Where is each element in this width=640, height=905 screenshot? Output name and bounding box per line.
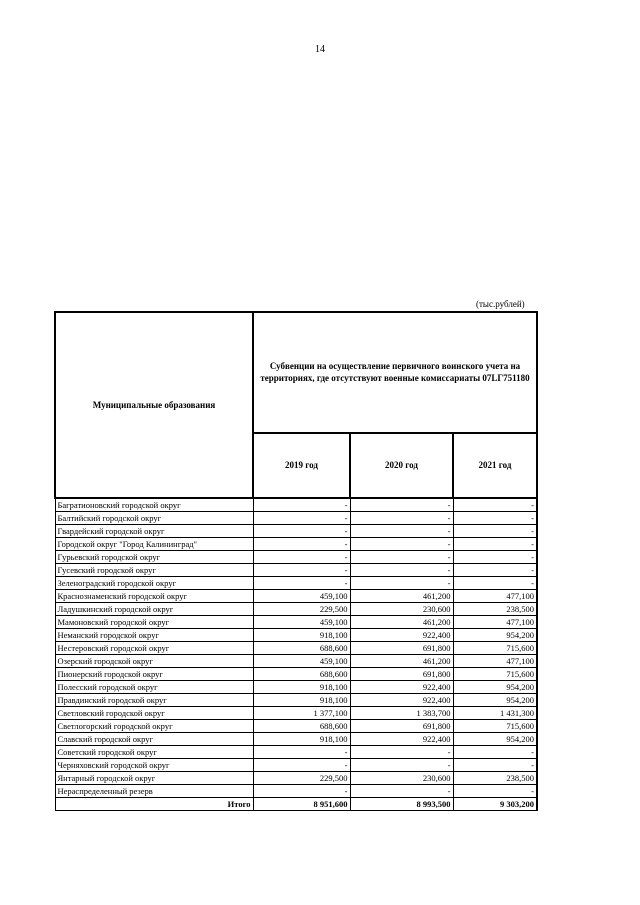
value-2021: - [453,577,537,590]
value-2019: 1 377,100 [253,707,350,720]
value-2019: 688,600 [253,720,350,733]
total-row [55,798,537,811]
municipality-name: Полесский городской округ [55,681,253,694]
value-2019: - [253,785,350,798]
table-row [55,603,537,616]
value-2021: 954,200 [453,681,537,694]
value-2021: - [453,746,537,759]
table-row [55,746,537,759]
value-2021: - [453,498,537,512]
municipality-name: Янтарный городской округ [55,772,253,785]
value-2021: - [453,551,537,564]
value-2021: 954,200 [453,629,537,642]
municipality-name: Гвардейский городской округ [55,525,253,538]
subsidy-table [54,311,538,811]
value-2020: - [350,512,453,525]
value-2021: 954,200 [453,733,537,746]
total-2021: 9 303,200 [453,798,537,811]
value-2020: - [350,538,453,551]
municipality-name: Светлогорский городской округ [55,720,253,733]
value-2021: - [453,564,537,577]
value-2020: - [350,785,453,798]
table-row [55,694,537,707]
table-row [55,642,537,655]
value-2021: 715,600 [453,720,537,733]
value-2020: 691,800 [350,642,453,655]
table-row [55,720,537,733]
table-row [55,707,537,720]
municipality-name: Советский городской округ [55,746,253,759]
municipality-name: Краснознаменский городской округ [55,590,253,603]
municipality-name: Гурьевский городской округ [55,551,253,564]
municipality-name: Черняховский городской округ [55,759,253,772]
value-2020: - [350,746,453,759]
value-2020: 922,400 [350,694,453,707]
value-2021: - [453,785,537,798]
value-2019: - [253,525,350,538]
table-row [55,616,537,629]
total-label: Итого [55,798,253,811]
value-2019: - [253,746,350,759]
municipality-name: Багратионовский городской округ [55,498,253,512]
header-subject: Субвенции на осуществление первичного воинского учета на территориях, где отсутствуют военные комиссариаты 07LГ751180 [253,312,537,433]
municipality-name: Неманский городской округ [55,629,253,642]
value-2020: 230,600 [350,772,453,785]
header-municipalities: Муниципальные образования [55,312,253,498]
municipality-name: Гусевский городской округ [55,564,253,577]
value-2019: - [253,512,350,525]
municipality-name: Правдинский городской округ [55,694,253,707]
value-2021: 715,600 [453,668,537,681]
municipality-name: Светловский городской округ [55,707,253,720]
value-2019: - [253,498,350,512]
value-2021: 1 431,300 [453,707,537,720]
value-2019: 688,600 [253,668,350,681]
value-2021: 954,200 [453,694,537,707]
table-row [55,498,537,512]
municipality-name: Озерский городской округ [55,655,253,668]
value-2019: - [253,759,350,772]
value-2020: - [350,759,453,772]
value-2019: 688,600 [253,642,350,655]
value-2019: - [253,564,350,577]
header-year-2019: 2019 год [253,433,350,498]
table-row [55,733,537,746]
value-2020: 1 383,700 [350,707,453,720]
value-2019: 229,500 [253,603,350,616]
value-2021: 477,100 [453,590,537,603]
table-row [55,759,537,772]
value-2019: 229,500 [253,772,350,785]
value-2019: 459,100 [253,655,350,668]
value-2020: - [350,564,453,577]
table-row [55,629,537,642]
total-2020: 8 993,500 [350,798,453,811]
table-row [55,564,537,577]
value-2019: - [253,538,350,551]
value-2019: 459,100 [253,616,350,629]
value-2021: - [453,759,537,772]
value-2020: 230,600 [350,603,453,616]
table-row [55,525,537,538]
table-row [55,590,537,603]
municipality-name: Нестеровский городской округ [55,642,253,655]
municipality-name: Мамоновский городской округ [55,616,253,629]
value-2020: 922,400 [350,629,453,642]
table-row [55,512,537,525]
value-2020: - [350,551,453,564]
value-2020: 461,200 [350,590,453,603]
value-2021: 477,100 [453,655,537,668]
total-2019: 8 951,600 [253,798,350,811]
table-row [55,577,537,590]
table-header-row [55,312,537,433]
table-row [55,655,537,668]
units-label: (тыс.рублей) [476,299,525,309]
value-2021: 238,500 [453,772,537,785]
value-2019: 459,100 [253,590,350,603]
value-2020: - [350,577,453,590]
value-2020: 691,800 [350,668,453,681]
value-2021: - [453,512,537,525]
value-2019: - [253,577,350,590]
municipality-name: Ладушкинский городской округ [55,603,253,616]
municipality-name: Балтийский городской округ [55,512,253,525]
value-2021: - [453,525,537,538]
municipality-name: Пионерский городской округ [55,668,253,681]
table-row [55,668,537,681]
value-2021: 477,100 [453,616,537,629]
value-2021: 238,500 [453,603,537,616]
value-2020: 461,200 [350,616,453,629]
value-2019: 918,100 [253,694,350,707]
value-2019: 918,100 [253,681,350,694]
header-year-2021: 2021 год [453,433,537,498]
municipality-name: Зеленоградский городской округ [55,577,253,590]
municipality-name: Городской округ "Город Калининград" [55,538,253,551]
table-row [55,785,537,798]
table-row [55,681,537,694]
page-number: 14 [315,44,325,55]
value-2019: - [253,551,350,564]
table-row [55,772,537,785]
value-2020: 922,400 [350,681,453,694]
value-2021: - [453,538,537,551]
table-row [55,538,537,551]
value-2020: 691,800 [350,720,453,733]
municipality-name: Славский городской округ [55,733,253,746]
municipality-name: Нераспределенный резерв [55,785,253,798]
header-year-2020: 2020 год [350,433,453,498]
value-2019: 918,100 [253,629,350,642]
value-2020: 922,400 [350,733,453,746]
value-2020: - [350,525,453,538]
value-2021: 715,600 [453,642,537,655]
value-2019: 918,100 [253,733,350,746]
value-2020: - [350,498,453,512]
table-row [55,551,537,564]
value-2020: 461,200 [350,655,453,668]
